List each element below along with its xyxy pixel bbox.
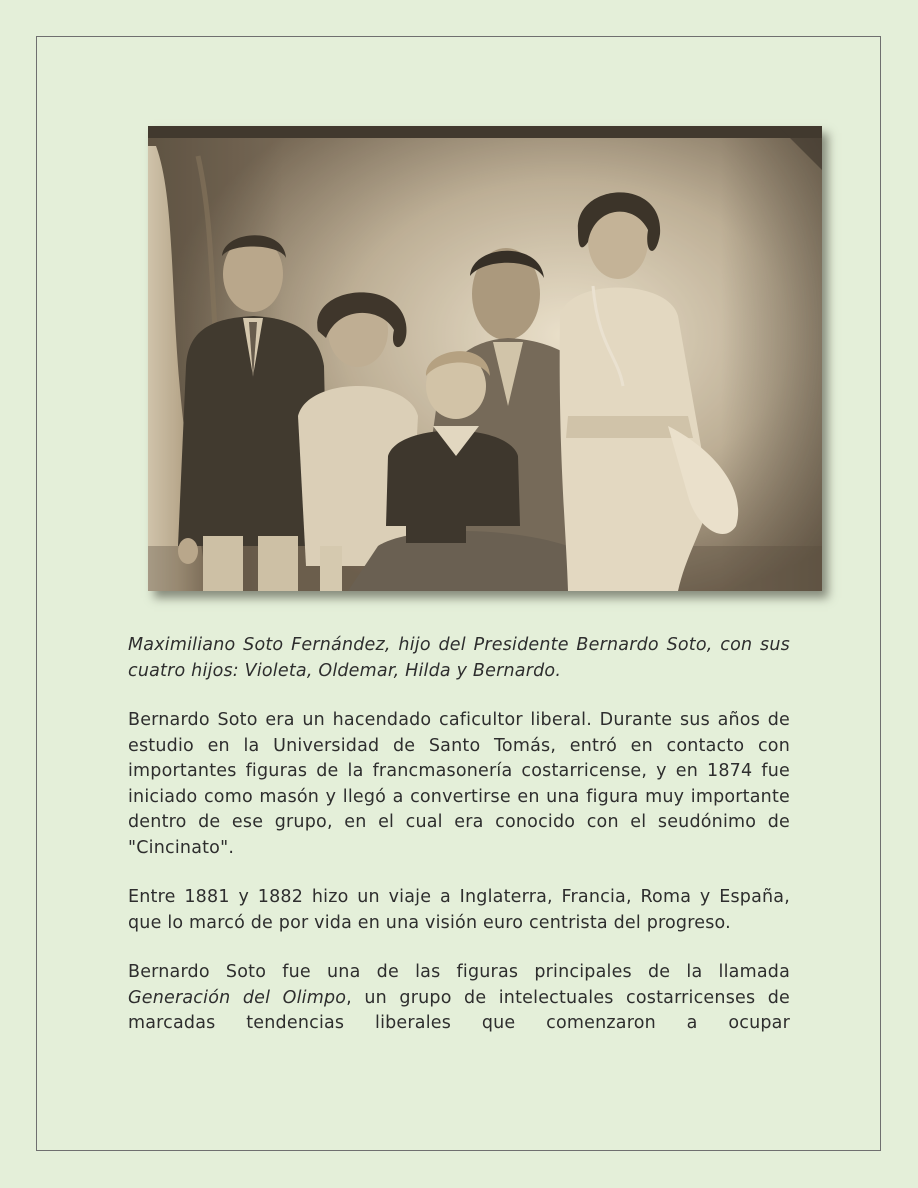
photo-caption: Maximiliano Soto Fernández, hijo del Presidente Bernardo Soto, con sus cuatro hijos: Violeta, Oldemar, Hilda y Bernardo. [128, 635, 790, 681]
generacion-del-olimpo-term: Generación del Olimpo [128, 987, 347, 1008]
paragraph-travels: Entre 1881 y 1882 hizo un viaje a Inglaterra, Francia, Roma y España, que lo marcó de por vida en una visión euro centrista del progreso. [128, 887, 790, 933]
article-text [128, 633, 790, 1061]
paragraph-olimpo-end: , un grupo de intelectuales costarricenses de marcadas tendencias liberales que comenzaron a ocupar [128, 987, 791, 1033]
paragraph-generacion-olimpo [128, 960, 790, 1037]
paragraph-olimpo-start: Bernardo Soto fue una de las figuras principales de la llamada [128, 962, 790, 982]
paragraph-masonry: Bernardo Soto era un hacendado caficultor liberal. Durante sus años de estudio en la Universidad de Santo Tomás, entró en contacto con importantes figuras de la francmasonería costarricense, y en 1874 fue iniciado como masón y llegó a convertirse en una figura muy importante dentro de ese grupo, en el cual era conocido con el seudónimo de "Cincinato". [128, 710, 790, 858]
family-photograph [148, 126, 822, 591]
